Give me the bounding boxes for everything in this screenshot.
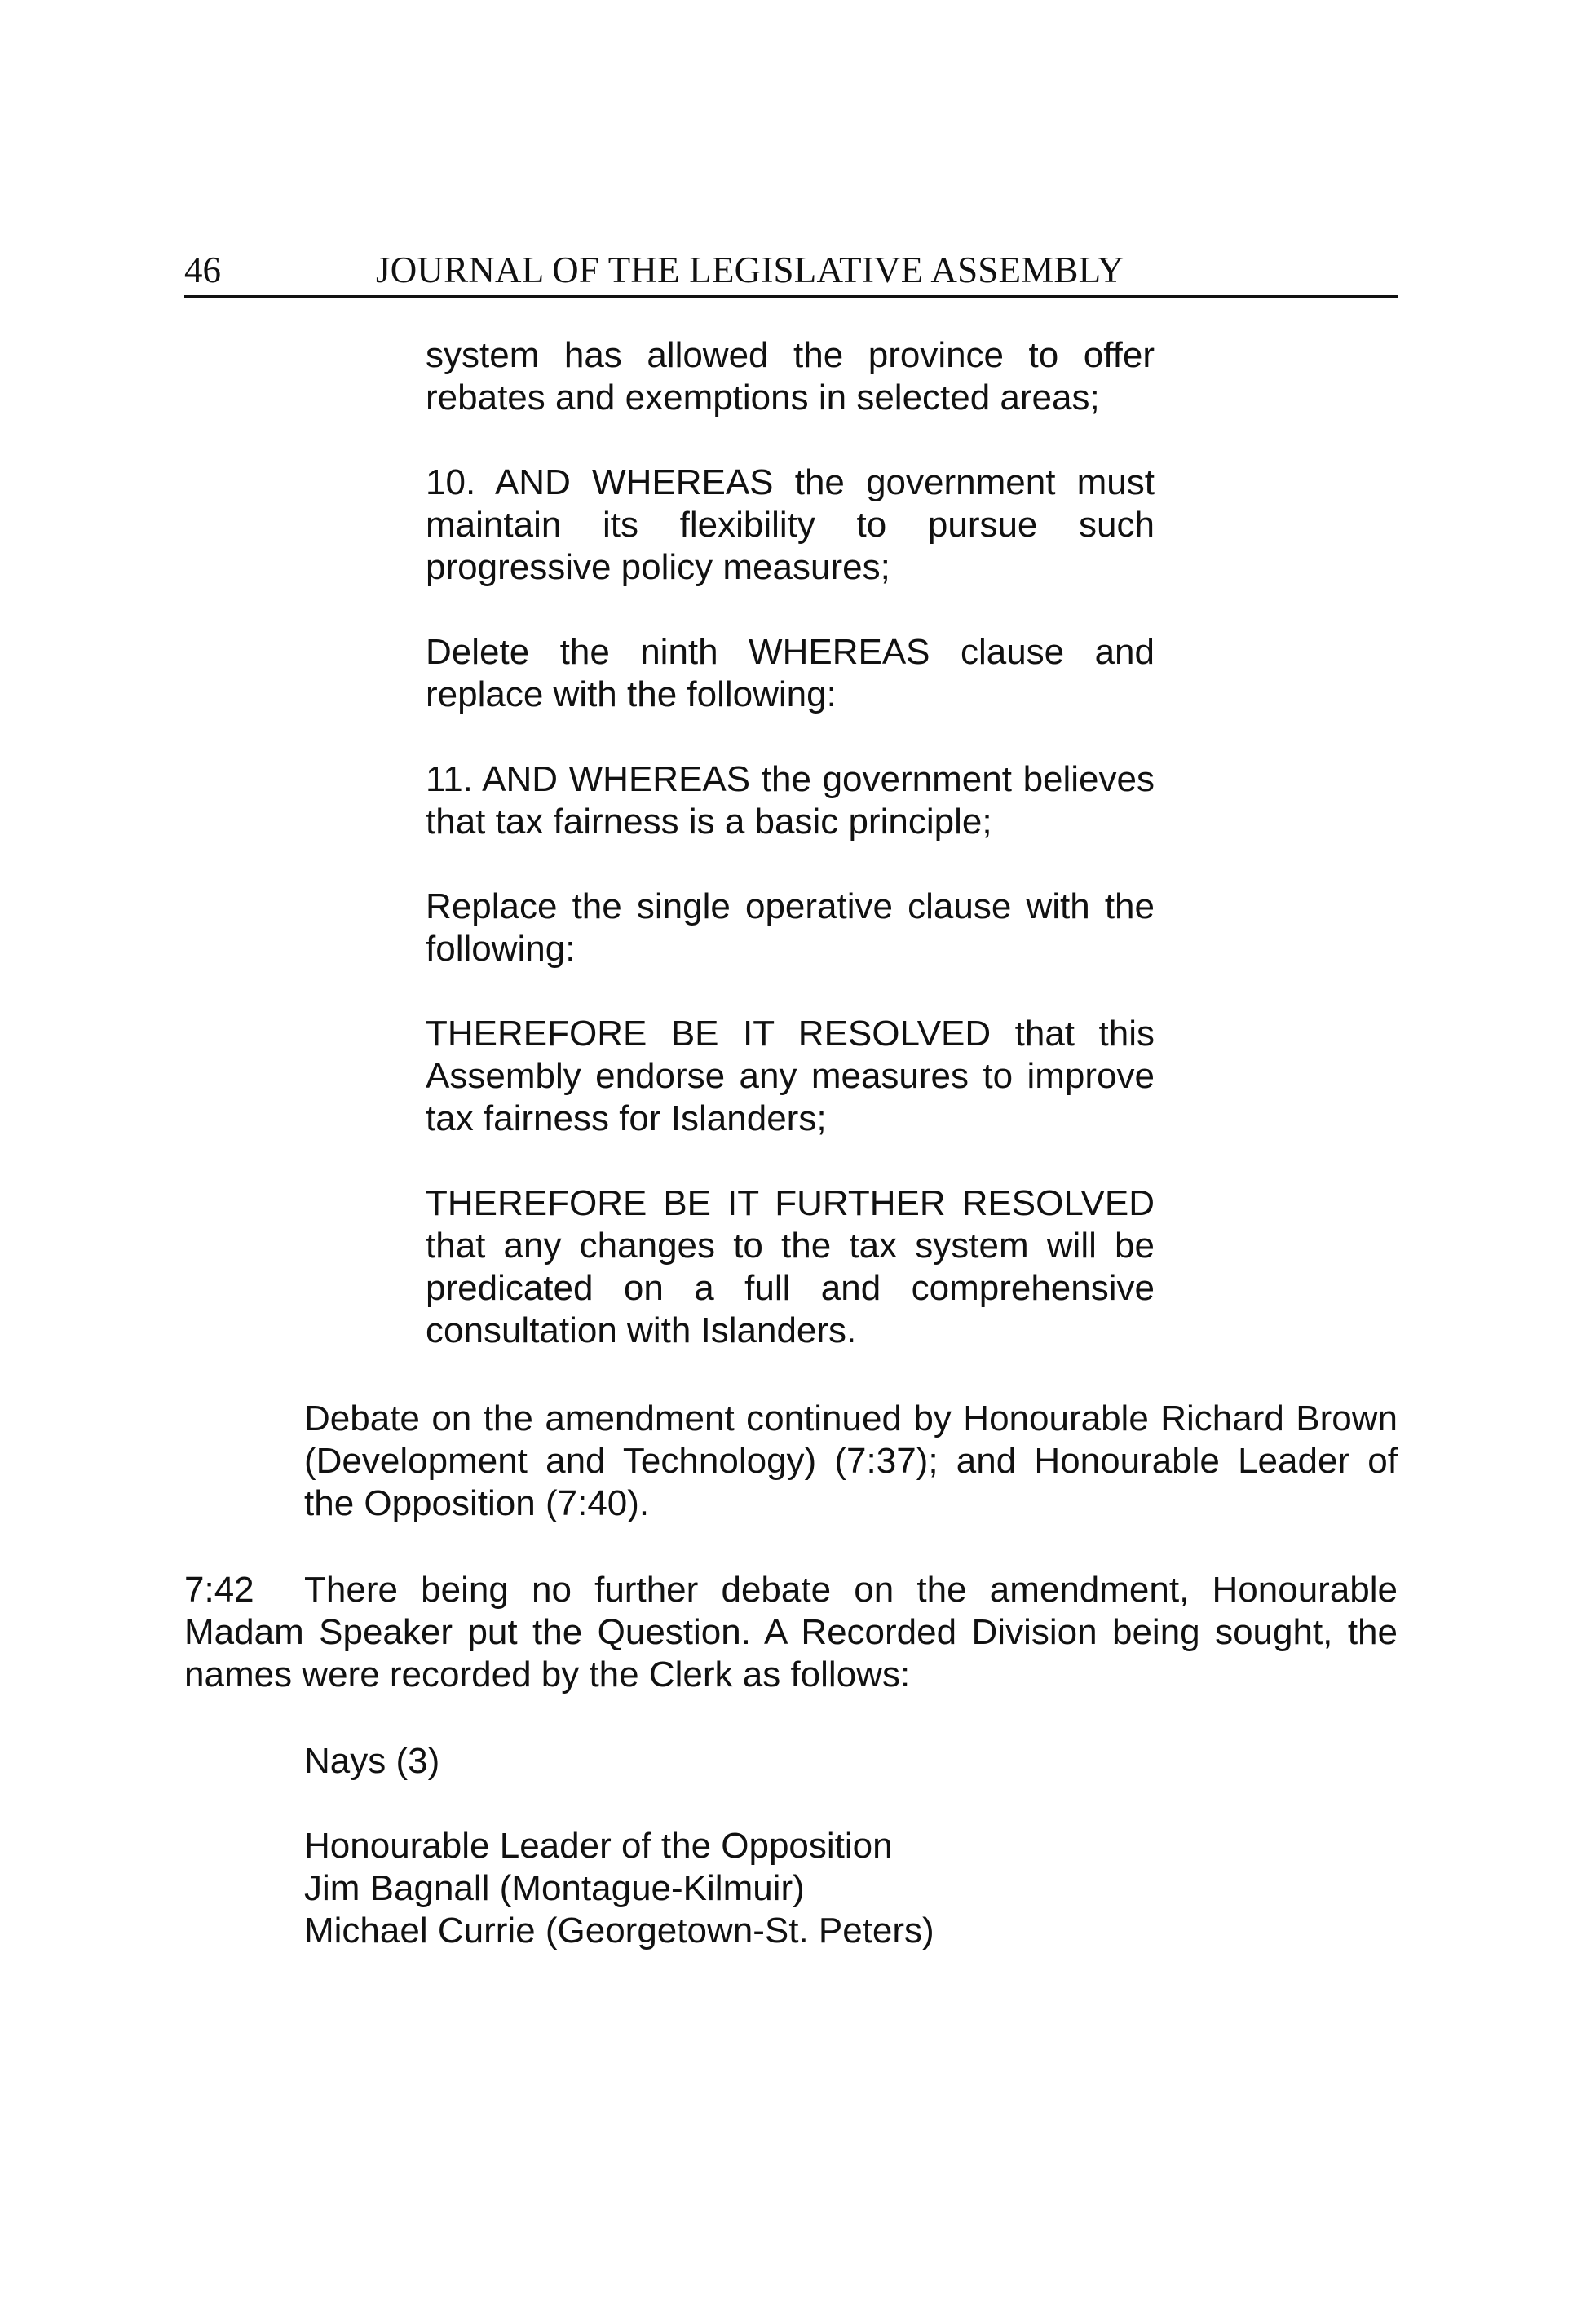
amendment-paragraph-whereas-11: 11. AND WHEREAS the government believes that tax fairness is a basic principle; xyxy=(426,759,1155,842)
division-heading: Nays (3) xyxy=(304,1741,440,1781)
question-text: There being no further debate on the amendment, Honourable Madam Speaker put the Question. A Recorded Division being sought, the names were recorded by the Clerk as follows: xyxy=(184,1570,1398,1694)
amendment-paragraph-replace-operative: Replace the single operative clause with the following: xyxy=(426,886,1155,969)
debate-paragraph: Debate on the amendment continued by Honourable Richard Brown (Development and Technology) (7:37); and Honourable Leader of the Opposition (7:40). xyxy=(304,1398,1398,1523)
amendment-paragraph-further-resolved: THEREFORE BE IT FURTHER RESOLVED that any changes to the tax system will be predicated on a full and comprehensive consultation with Islanders. xyxy=(426,1183,1155,1350)
question-paragraph xyxy=(184,1569,1398,1696)
page-header xyxy=(184,245,1398,298)
nays-member-list xyxy=(304,1825,934,1952)
time-stamp: 7:42 xyxy=(184,1570,254,1610)
amendment-paragraph-delete-ninth: Delete the ninth WHEREAS clause and replace with the following: xyxy=(426,632,1155,714)
member-name: Michael Currie (Georgetown-St. Peters) xyxy=(304,1911,934,1951)
running-title: JOURNAL OF THE LEGISLATIVE ASSEMBLY xyxy=(376,250,1124,290)
amendment-text-block xyxy=(426,334,1155,1352)
amendment-paragraph-whereas-10: 10. AND WHEREAS the government must maintain its flexibility to pursue such progressive policy measures; xyxy=(426,462,1155,587)
member-name: Honourable Leader of the Opposition xyxy=(304,1826,893,1866)
amendment-paragraph-resolved: THEREFORE BE IT RESOLVED that this Assembly endorse any measures to improve tax fairness for Islanders; xyxy=(426,1014,1155,1138)
page-number: 46 xyxy=(184,250,221,290)
member-name: Jim Bagnall (Montague-Kilmuir) xyxy=(304,1868,805,1908)
amendment-paragraph-rebates: system has allowed the province to offer rebates and exemptions in selected areas; xyxy=(426,335,1155,418)
